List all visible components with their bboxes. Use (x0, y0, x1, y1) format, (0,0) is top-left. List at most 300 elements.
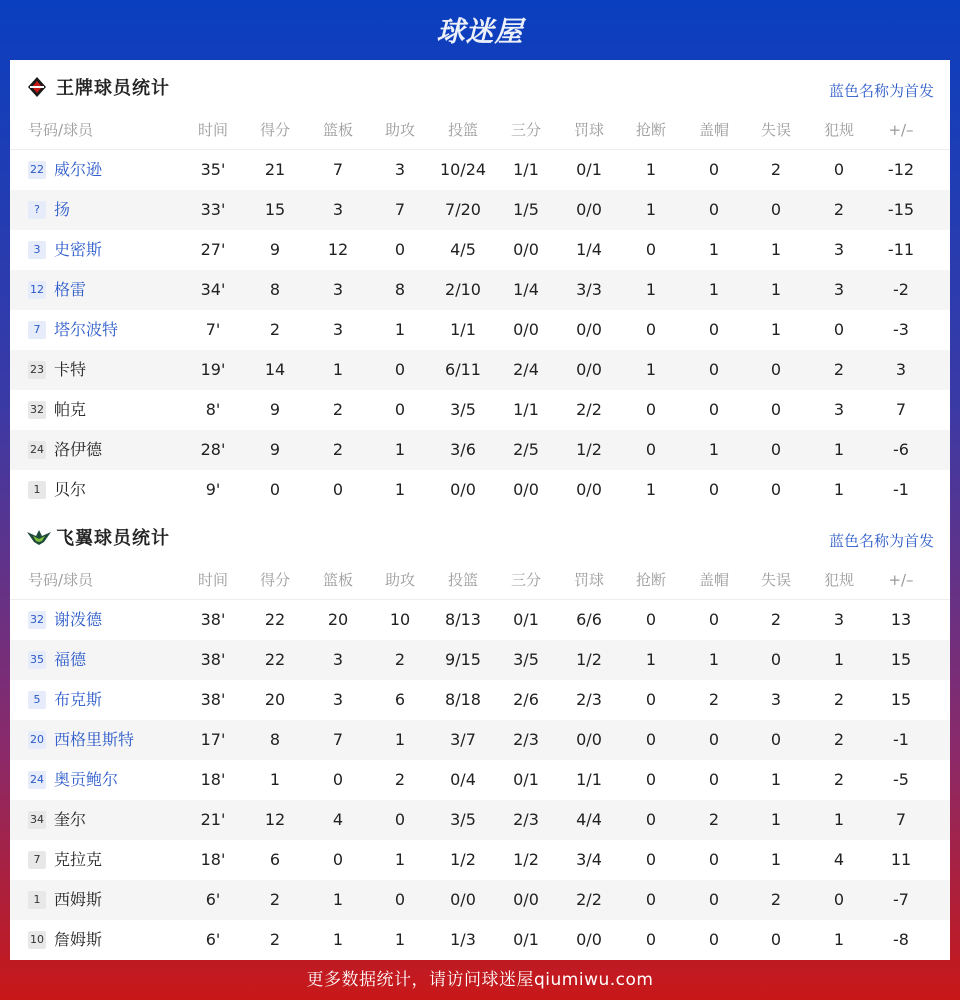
stat-cell: 2 (332, 400, 344, 419)
stat-cell: 8/18 (445, 690, 481, 709)
jersey-number-badge: 1 (28, 481, 46, 499)
column-header: 号码/球员 (28, 121, 94, 139)
stat-cell: 0/0 (513, 890, 539, 909)
stat-cell: 18' (200, 770, 226, 789)
player-name-link[interactable]: 西格里斯特 (54, 730, 135, 749)
jersey-number-badge: 34 (28, 811, 46, 829)
site-logo[interactable]: 球迷屋 (436, 15, 524, 48)
stat-cell: 0 (770, 730, 782, 749)
column-header: 投篮 (447, 571, 478, 589)
player-name-link[interactable]: 格雷 (54, 280, 87, 299)
table-row (10, 760, 950, 800)
stat-cell: -6 (893, 440, 909, 459)
stat-cell: 20 (264, 690, 286, 709)
stat-cell: 0 (645, 400, 657, 419)
jersey-number-badge: 1 (28, 891, 46, 909)
stat-cell: 1 (269, 770, 281, 789)
stat-cell: 34' (200, 280, 226, 299)
stat-cell: 9' (205, 480, 221, 499)
stat-cell: 1 (770, 320, 782, 339)
stat-cell: 2 (332, 440, 344, 459)
column-header: 号码/球员 (28, 571, 94, 589)
table-row (10, 310, 950, 350)
stat-cell: 6' (205, 930, 221, 949)
table-row (10, 640, 950, 680)
stat-cell: 2/2 (576, 890, 602, 909)
stat-cell: 1 (394, 930, 406, 949)
stat-cell: 3 (332, 650, 344, 669)
stat-cell: 0 (708, 890, 720, 909)
stat-cell: 1 (332, 360, 344, 379)
stat-cell: 2/5 (513, 440, 539, 459)
stat-cell: 4/5 (450, 240, 476, 259)
stat-cell: 9 (269, 400, 281, 419)
jersey-number-badge: 7 (28, 851, 46, 869)
stat-cell: 6' (205, 890, 221, 909)
stat-cell: 2/6 (513, 690, 539, 709)
footer-link[interactable]: 更多数据统计，请访问球迷屋qiumiwu.com (306, 970, 654, 990)
column-header: 犯规 (823, 121, 854, 139)
stat-cell: 1 (645, 650, 657, 669)
team-section-1 (10, 510, 950, 960)
jersey-number-badge: 12 (28, 281, 46, 299)
table-row (10, 390, 950, 430)
stat-cell: 0 (332, 480, 344, 499)
stat-cell: 1 (332, 890, 344, 909)
stat-cell: 7 (332, 160, 344, 179)
stat-cell: 2 (770, 610, 782, 629)
jersey-number-badge: 3 (28, 241, 46, 259)
stat-cell: 1/1 (513, 400, 539, 419)
table-row (10, 470, 950, 510)
section-title: 飞翼球员统计 (56, 528, 170, 549)
stat-cell: 0 (645, 690, 657, 709)
stat-cell: 0 (708, 610, 720, 629)
stat-cell: 0 (708, 770, 720, 789)
stat-cell: 1 (394, 480, 406, 499)
stat-cell: 1 (645, 360, 657, 379)
stat-cell: 4/4 (576, 810, 602, 829)
stat-cell: 3 (833, 280, 845, 299)
stat-cell: 0 (708, 200, 720, 219)
stat-cell: 33' (200, 200, 226, 219)
jersey-number-badge: 35 (28, 651, 46, 669)
stat-cell: 0 (645, 730, 657, 749)
column-header: 篮板 (322, 121, 353, 139)
stat-cell: 1 (770, 810, 782, 829)
stat-cell: 7/20 (445, 200, 481, 219)
stat-cell: 2 (269, 930, 281, 949)
stat-cell: 0 (645, 240, 657, 259)
stat-cell: 4 (833, 850, 845, 869)
stat-cell: 8 (269, 730, 281, 749)
stat-cell: 1/4 (513, 280, 539, 299)
stat-cell: 0 (332, 770, 344, 789)
player-name-link[interactable]: 奎尔 (54, 810, 87, 829)
stat-cell: 20 (327, 610, 349, 629)
stat-cell: 0/0 (576, 200, 602, 219)
table-row (10, 800, 950, 840)
stat-cell: 0 (770, 200, 782, 219)
stat-cell: 0/0 (513, 480, 539, 499)
stat-cell: 0/0 (513, 240, 539, 259)
stat-cell: 0/1 (513, 930, 539, 949)
column-header: 盖帽 (698, 571, 729, 589)
stat-cell: 1 (394, 320, 406, 339)
stat-cell: 0 (269, 480, 281, 499)
stat-cell: 1 (770, 280, 782, 299)
stat-cell: 3/4 (576, 850, 602, 869)
column-header: 犯规 (823, 571, 854, 589)
stat-cell: 3 (833, 240, 845, 259)
column-header: +/– (888, 121, 914, 139)
stat-cell: 0 (708, 850, 720, 869)
stat-cell: 0 (394, 400, 406, 419)
stat-cell: 3 (332, 690, 344, 709)
player-name-link[interactable]: 帕克 (54, 400, 87, 419)
stat-cell: 0/0 (576, 480, 602, 499)
stat-cell: 7 (895, 810, 907, 829)
column-header: 三分 (510, 121, 541, 139)
column-header: 失误 (760, 121, 791, 139)
stat-cell: 0 (770, 480, 782, 499)
table-row (10, 230, 950, 270)
stat-cell: 0/0 (576, 360, 602, 379)
jersey-number-badge: 22 (28, 161, 46, 179)
stat-cell: 0 (645, 320, 657, 339)
stat-cell: 6 (269, 850, 281, 869)
player-name-link[interactable]: 威尔逊 (54, 160, 103, 179)
stat-cell: -5 (893, 770, 909, 789)
column-header: 抢断 (635, 121, 666, 139)
stat-cell: 1 (833, 440, 845, 459)
stat-cell: 0/1 (513, 770, 539, 789)
stat-cell: 0 (645, 610, 657, 629)
jersey-number-badge: 7 (28, 321, 46, 339)
stat-cell: 2 (833, 200, 845, 219)
stat-cell: 7 (332, 730, 344, 749)
column-header: 得分 (259, 121, 290, 139)
table-row (10, 270, 950, 310)
stat-cell: 1 (833, 930, 845, 949)
stat-cell: 8 (394, 280, 406, 299)
stat-cell: 6/11 (445, 360, 481, 379)
stat-cell: 1/1 (576, 770, 602, 789)
stat-cell: 10/24 (439, 160, 487, 179)
table-row (10, 880, 950, 920)
stat-cell: 2 (833, 770, 845, 789)
stat-cell: 21 (264, 160, 286, 179)
stat-cell: -3 (893, 320, 909, 339)
stat-cell: 3 (332, 200, 344, 219)
stat-cell: -7 (893, 890, 909, 909)
stat-cell: 8 (269, 280, 281, 299)
stat-cell: 38' (200, 610, 226, 629)
table-row (10, 600, 950, 640)
stat-cell: -11 (887, 240, 915, 259)
table-row (10, 150, 950, 190)
table-row (10, 680, 950, 720)
player-name-link[interactable]: 西姆斯 (54, 890, 103, 909)
stat-cell: 9 (269, 440, 281, 459)
stat-cell: 3 (833, 400, 845, 419)
player-name-link[interactable]: 卡特 (54, 360, 87, 379)
player-name-link[interactable]: 贝尔 (54, 480, 87, 499)
table-row (10, 720, 950, 760)
player-name-link[interactable]: 洛伊德 (54, 440, 103, 459)
table-header-row (10, 110, 950, 150)
stat-cell: -1 (893, 480, 909, 499)
stat-cell: 1/2 (513, 850, 539, 869)
player-name-link[interactable]: 奥贡鲍尔 (54, 770, 119, 789)
player-name-link[interactable]: 福德 (54, 650, 87, 669)
stat-cell: 0 (770, 650, 782, 669)
stat-cell: 21' (200, 810, 226, 829)
stat-cell: 13 (890, 610, 912, 629)
stat-cell: 0/0 (450, 890, 476, 909)
player-name-link[interactable]: 扬 (54, 200, 71, 219)
stat-cell: 0/4 (450, 770, 476, 789)
table-row (10, 840, 950, 880)
stat-cell: 2 (269, 890, 281, 909)
stat-cell: 0 (645, 890, 657, 909)
stat-cell: 0/1 (576, 160, 602, 179)
jersey-number-badge: 32 (28, 401, 46, 419)
column-header: 盖帽 (698, 121, 729, 139)
stat-cell: 1/5 (513, 200, 539, 219)
team-section-0 (10, 60, 950, 510)
stat-cell: 1 (332, 930, 344, 949)
stat-cell: 1 (645, 280, 657, 299)
table-row (10, 430, 950, 470)
jersey-number-badge: 20 (28, 731, 46, 749)
section-title-row (10, 60, 950, 110)
stat-cell: 2 (833, 360, 845, 379)
stat-cell: 0 (645, 440, 657, 459)
stat-cell: 1 (645, 160, 657, 179)
stat-cell: 0/0 (513, 320, 539, 339)
stat-cell: 2 (708, 690, 720, 709)
stat-cell: -2 (893, 280, 909, 299)
stat-cell: 2/4 (513, 360, 539, 379)
stat-cell: 0 (394, 810, 406, 829)
stat-cell: 2/3 (576, 690, 602, 709)
stat-cell: 28' (200, 440, 226, 459)
stat-cell: 0 (770, 360, 782, 379)
stat-cell: 6/6 (576, 610, 602, 629)
team-logo-wings-icon (26, 526, 48, 548)
column-header: 得分 (259, 571, 290, 589)
stat-cell: 27' (200, 240, 226, 259)
stat-cell: 19' (200, 360, 226, 379)
stat-cell: 0/0 (576, 730, 602, 749)
stat-cell: 1 (833, 650, 845, 669)
stat-cell: 2/2 (576, 400, 602, 419)
player-name-link[interactable]: 克拉克 (54, 850, 103, 869)
stat-cell: 38' (200, 690, 226, 709)
stat-cell: 2 (833, 730, 845, 749)
stat-cell: 0 (394, 890, 406, 909)
stat-cell: 7 (895, 400, 907, 419)
stat-cell: 6 (394, 690, 406, 709)
stat-cell: 1/3 (450, 930, 476, 949)
stat-cell: 1 (708, 650, 720, 669)
stat-cell: -1 (893, 730, 909, 749)
stat-cell: 2 (394, 650, 406, 669)
stat-cell: 1 (394, 850, 406, 869)
stat-cell: 0 (645, 850, 657, 869)
stat-cell: 0 (708, 930, 720, 949)
stat-cell: 15 (264, 200, 286, 219)
stat-cell: 0 (833, 160, 845, 179)
starter-legend-note: 蓝色名称为首发 (828, 82, 934, 100)
player-name-link[interactable]: 史密斯 (54, 240, 103, 259)
stat-cell: 22 (264, 610, 286, 629)
stat-cell: 8' (205, 400, 221, 419)
stat-cell: 0 (708, 360, 720, 379)
column-header: 罚球 (573, 121, 604, 139)
stat-cell: 18' (200, 850, 226, 869)
stat-cell: 1 (770, 770, 782, 789)
stat-cell: 12 (327, 240, 349, 259)
stat-cell: 2/3 (513, 730, 539, 749)
column-header: 罚球 (573, 571, 604, 589)
stat-cell: 2 (708, 810, 720, 829)
column-header: +/– (888, 571, 914, 589)
jersey-number-badge: 32 (28, 611, 46, 629)
stat-cell: 0/1 (513, 610, 539, 629)
stat-cell: 3 (394, 160, 406, 179)
table-row (10, 190, 950, 230)
player-name-link[interactable]: 詹姆斯 (54, 930, 103, 949)
stat-cell: 1 (833, 480, 845, 499)
stat-cell: 15 (890, 690, 912, 709)
stat-cell: 3 (833, 610, 845, 629)
stat-cell: 35' (200, 160, 226, 179)
jersey-number-badge: 23 (28, 361, 46, 379)
stat-cell: 0 (770, 400, 782, 419)
jersey-number-badge: 10 (28, 931, 46, 949)
stat-cell: 0 (708, 320, 720, 339)
stat-cell: 1/4 (576, 240, 602, 259)
stat-cell: 0 (833, 320, 845, 339)
table-row (10, 920, 950, 960)
stat-cell: 1 (394, 440, 406, 459)
stat-cell: 1 (708, 440, 720, 459)
stat-cell: 0/0 (576, 320, 602, 339)
column-header: 时间 (197, 121, 228, 139)
stat-cell: 2 (269, 320, 281, 339)
stat-cell: 1 (645, 200, 657, 219)
stat-cell: 0 (708, 160, 720, 179)
stat-cell: 0 (708, 730, 720, 749)
team-logo-aces-icon (26, 76, 48, 98)
column-header: 篮板 (322, 571, 353, 589)
stat-cell: 1 (708, 280, 720, 299)
stat-cell: 0 (708, 400, 720, 419)
column-header: 三分 (510, 571, 541, 589)
column-header: 助攻 (384, 571, 415, 589)
stat-cell: 2 (770, 160, 782, 179)
stat-cell: 1/1 (513, 160, 539, 179)
player-name-link[interactable]: 谢泼德 (54, 610, 103, 629)
stat-cell: 14 (264, 360, 286, 379)
stat-cell: 3/3 (576, 280, 602, 299)
stat-cell: 1 (770, 240, 782, 259)
stat-cell: 0 (770, 440, 782, 459)
stat-cell: 3/5 (450, 400, 476, 419)
stat-cell: 3/5 (450, 810, 476, 829)
stat-cell: 1/1 (450, 320, 476, 339)
stat-cell: 17' (200, 730, 226, 749)
stat-cell: 11 (890, 850, 912, 869)
stat-cell: -15 (887, 200, 915, 219)
stat-cell: 9 (269, 240, 281, 259)
stat-cell: 12 (264, 810, 286, 829)
stat-cell: 7 (394, 200, 406, 219)
stat-cell: 3/5 (513, 650, 539, 669)
table-header-row (10, 560, 950, 600)
player-name-link[interactable]: 塔尔波特 (54, 320, 119, 339)
stat-cell: 1 (394, 730, 406, 749)
table-row (10, 350, 950, 390)
stat-cell: 3 (895, 360, 907, 379)
column-header: 时间 (197, 571, 228, 589)
stat-cell: 1 (645, 480, 657, 499)
column-header: 投篮 (447, 121, 478, 139)
stat-cell: 1 (770, 850, 782, 869)
stat-cell: 0/0 (576, 930, 602, 949)
stat-cell: 0 (394, 360, 406, 379)
stat-cell: 38' (200, 650, 226, 669)
stat-cell: 9/15 (445, 650, 481, 669)
stat-cell: 0 (708, 480, 720, 499)
starter-legend-note: 蓝色名称为首发 (828, 532, 934, 550)
page-header (0, 0, 960, 60)
stat-cell: 0 (332, 850, 344, 869)
stat-cell: 1/2 (450, 850, 476, 869)
stat-cell: 2 (833, 690, 845, 709)
stat-cell: 0 (645, 810, 657, 829)
stat-cell: 15 (890, 650, 912, 669)
stats-panel (10, 60, 950, 960)
stat-cell: 0 (770, 930, 782, 949)
stat-cell: -12 (887, 160, 915, 179)
stat-cell: 2/10 (445, 280, 481, 299)
stat-cell: 0 (833, 890, 845, 909)
stat-cell: 10 (389, 610, 411, 629)
stat-cell: 3/7 (450, 730, 476, 749)
stat-cell: 8/13 (445, 610, 481, 629)
jersey-number-badge: ? (28, 201, 46, 219)
stat-cell: 1/2 (576, 440, 602, 459)
jersey-number-badge: 24 (28, 441, 46, 459)
stat-cell: 7' (205, 320, 221, 339)
stat-cell: 3/6 (450, 440, 476, 459)
stat-cell: 1 (833, 810, 845, 829)
stat-cell: 2 (394, 770, 406, 789)
stat-cell: 0 (645, 770, 657, 789)
player-name-link[interactable]: 布克斯 (54, 690, 103, 709)
stat-cell: 1 (708, 240, 720, 259)
stat-cell: 0/0 (450, 480, 476, 499)
column-header: 助攻 (384, 121, 415, 139)
stat-cell: 22 (264, 650, 286, 669)
column-header: 失误 (760, 571, 791, 589)
stat-cell: 2/3 (513, 810, 539, 829)
stat-cell: 3 (332, 280, 344, 299)
stat-cell: 0 (394, 240, 406, 259)
